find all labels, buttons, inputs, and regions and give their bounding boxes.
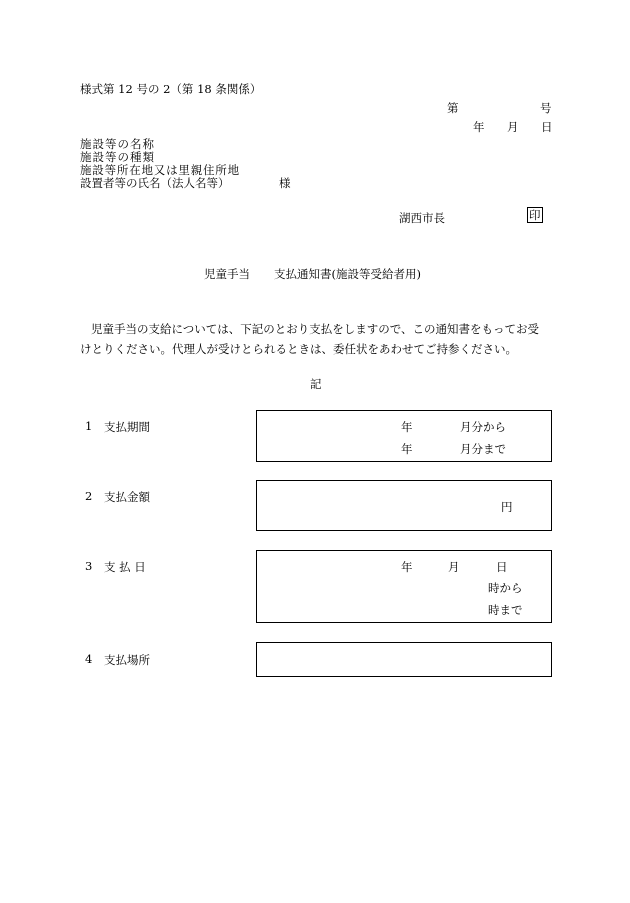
item-2-label: 支払金額 bbox=[104, 490, 150, 504]
payment-period-year-1: 年 bbox=[401, 420, 413, 434]
addressee-location: 施設等所在地又は里親住所地 bbox=[80, 163, 240, 177]
form-number: 様式第 12 号の 2（第 18 条関係） bbox=[80, 82, 262, 96]
item-3-label: 支 払 日 bbox=[104, 560, 146, 574]
body-line-1: 児童手当の支給については、下記のとおり支払をしますので、この通知書をもってお受 bbox=[91, 322, 540, 336]
date-month-label: 月 bbox=[507, 120, 519, 134]
item-4-label: 支払場所 bbox=[104, 653, 150, 667]
payment-period-year-2: 年 bbox=[401, 442, 413, 456]
date-year-label: 年 bbox=[473, 120, 485, 134]
ki-heading: 記 bbox=[310, 377, 322, 391]
body-line-2: けとりください。代理人が受けとられるときは、委任状をあわせてご持参ください。 bbox=[80, 342, 517, 356]
item-4-number: 4 bbox=[85, 652, 93, 666]
addressee-facility-type: 施設等の種類 bbox=[80, 150, 155, 164]
addressee-founder-name: 設置者等の氏名（法人名等） bbox=[80, 176, 230, 190]
item-3-number: 3 bbox=[85, 559, 93, 573]
item-1-label: 支払期間 bbox=[104, 420, 150, 434]
item-2-number: 2 bbox=[85, 489, 93, 503]
seal-mark: 印 bbox=[529, 208, 541, 222]
payment-period-to: 月分まで bbox=[460, 442, 506, 456]
issuer-title: 湖西市長 bbox=[399, 211, 445, 225]
payment-time-from: 時から bbox=[488, 581, 523, 595]
addressee-facility-name: 施設等の名称 bbox=[80, 137, 155, 151]
payment-time-to: 時まで bbox=[488, 603, 523, 617]
payment-amount-yen: 円 bbox=[501, 500, 513, 514]
document-number-prefix: 第 bbox=[447, 101, 459, 115]
addressee-honorific: 様 bbox=[279, 176, 291, 190]
payment-period-from: 月分から bbox=[460, 420, 506, 434]
document-title-part1: 児童手当 bbox=[204, 267, 250, 281]
document-title-part2: 支払通知書(施設等受給者用) bbox=[274, 267, 421, 281]
document-number-suffix: 号 bbox=[540, 101, 552, 115]
item-1-number: 1 bbox=[85, 419, 93, 433]
issuer-seal bbox=[527, 207, 543, 223]
payment-date-year: 年 bbox=[401, 560, 413, 574]
payment-date-day: 日 bbox=[496, 560, 508, 574]
date-day-label: 日 bbox=[541, 120, 553, 134]
payment-place-box bbox=[256, 642, 552, 677]
payment-date-month: 月 bbox=[448, 560, 460, 574]
